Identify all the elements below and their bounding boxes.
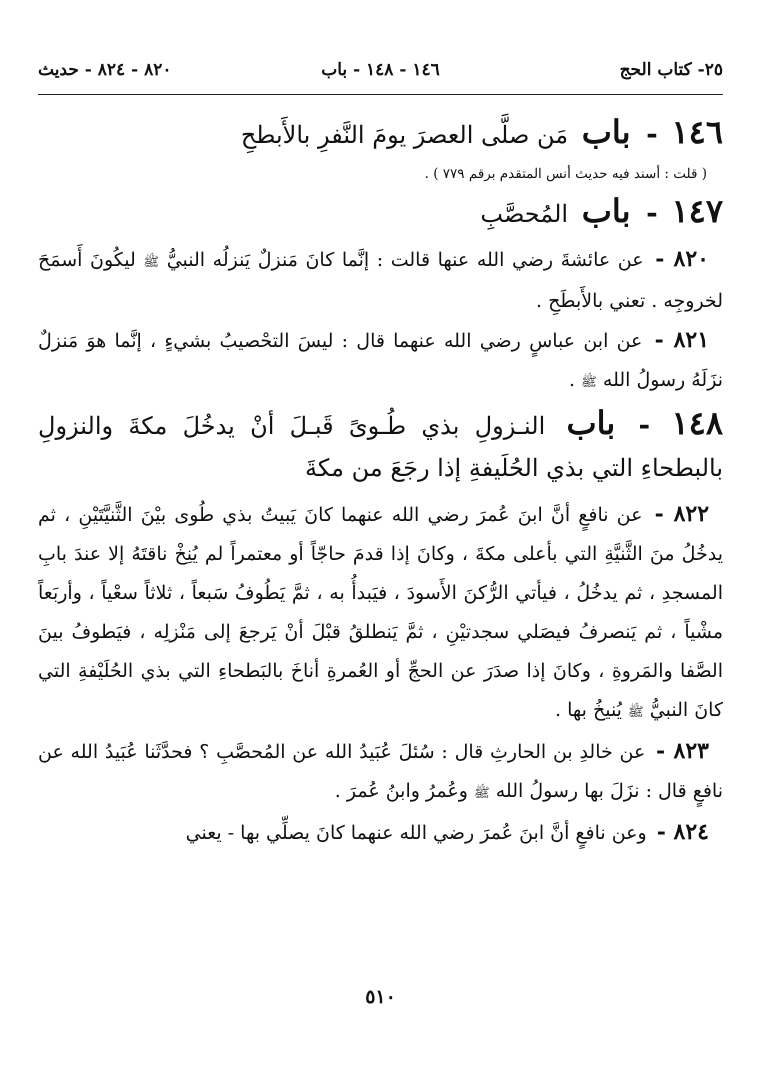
- chapter-number: ١٤٨: [671, 404, 723, 442]
- chapter-dash: -: [638, 408, 651, 441]
- hadith-text-cont: .: [569, 369, 576, 391]
- chapter-dash: -: [646, 117, 658, 150]
- hadith-823: [38, 732, 723, 813]
- hadith-number: ٨٢٢ -: [654, 501, 710, 527]
- hadith-number: ٨٢٤ -: [656, 819, 709, 845]
- header-hadith-range: ٨٢٠ - ٨٢٤ - حديث: [38, 60, 172, 80]
- chapter-title: النـزولِ بذي طُـوىً قَبـلَ أنْ يدخُلَ مكةَ والنزولِ بالبطحاءِ التي بذي الحُلَيفةِ إذا رجَعَ من مكةَ: [38, 412, 723, 482]
- hadith-text: عن ابن عباسٍ رضي الله عنهما قال : ليسَ التحْصيبُ بشيءٍ ، إنَّما هوَ مَنزلٌ نزَلَهُ رسولُ الله: [38, 330, 723, 391]
- chapter-bab: باب: [581, 192, 631, 230]
- chapter-147-heading: [38, 191, 723, 234]
- hadith-text-cont: ليكُونَ أَسمَحَ لخروجِه . تعني بالأَبطَحِ .: [38, 249, 723, 312]
- hadith-number: ٨٢١ -: [654, 327, 710, 353]
- chapter-dash: -: [646, 196, 658, 229]
- hadith-824: [38, 813, 723, 853]
- hadith-number: ٨٢٠ -: [655, 246, 709, 272]
- chapter-146-heading: [38, 112, 723, 155]
- hadith-text: وعن نافعٍ أنَّ ابنَ عُمرَ رضي الله عنهما كانَ يصلِّي بها - يعني: [185, 822, 647, 844]
- header-chapter-range: ١٤٦ - ١٤٨ - باب: [321, 60, 440, 80]
- salawat-glyph: ﷺ: [143, 255, 160, 270]
- hadith-text: عن نافعٍ أنَّ ابنَ عُمرَ رضي الله عنهما كانَ يَبيتُ بذي طُوى بيْنَ الثَّنيَّتَيْنِ ، ثم يدخُلُ منَ الثَّنيَّةِ التي بأعلى مكةَ ، وكانَ إذا قدمَ حاجّاً أو معتمراً لم يُنِخْ ناقتَهُ إلا عندَ بابِ المسجدِ ، ثم يدخُلُ ، فيأتي الرُّكنَ الأَسودَ ، فيَبدأُ به ، ثمَّ يَطُوفُ سَبعاً ، ثلاثاً سعْياً ، وأربَعاً مشْياً ، ثم يَنصرفُ فيصَلي سجدتيْنِ ، ثمَّ يَنطلقُ قبْلَ أنْ يَرجعَ إلى مَنْزلِه ، فيَطوفُ بينَ الصَّفا والمَروةِ ، وكانَ إذا صدَرَ عن الحجِّ أو العُمرةِ أناخَ بالبَطحاءِ التي بذي الحُلَيْفةِ التي كانَ النبيُّ: [38, 504, 723, 721]
- page-number: ٥١٠: [365, 986, 396, 1008]
- salawat-glyph: ﷺ: [473, 786, 490, 801]
- chapter-bab: باب: [566, 404, 616, 442]
- chapter-bab: باب: [581, 113, 631, 151]
- hadith-820: [38, 240, 723, 321]
- page-body: [38, 112, 723, 853]
- running-header: [38, 52, 723, 95]
- hadith-text-cont: يُنيخُ بها .: [555, 699, 622, 721]
- hadith-text: عن خالدِ بن الحارثِ قال : سُئلَ عُبَيدُ الله عن المُحصَّبِ ؟ فحدَّثَنا عُبَيدُ الله عن نافعٍ قال : نزَلَ بها رسولُ الله: [38, 741, 723, 802]
- hadith-text-cont: وعُمرُ وابنُ عُمرَ .: [334, 780, 468, 802]
- salawat-glyph: ﷺ: [581, 375, 597, 390]
- header-book-title: ٢٥- كتاب الحج: [619, 60, 723, 80]
- hadith-821: [38, 321, 723, 402]
- chapter-title: مَن صلَّى العصرَ يومَ النَّفرِ بالأَبطحِ: [240, 121, 569, 149]
- editor-note: ( قلت : أسند فيه حديث أنس المتقدم برقم ٧٧٩ ) .: [424, 166, 707, 182]
- chapter-number: ١٤٧: [671, 192, 723, 230]
- chapter-number: ١٤٦: [671, 113, 723, 151]
- hadith-number: ٨٢٣ -: [656, 738, 709, 764]
- hadith-822: [38, 495, 723, 732]
- chapter-148-heading: [38, 402, 723, 489]
- salawat-glyph: ﷺ: [628, 705, 644, 720]
- chapter-title: المُحصَّبِ: [480, 200, 569, 228]
- hadith-text: عن عائشةَ رضي الله عنها قالت : إنَّما كانَ مَنزلٌ يَنزلُه النبيُّ: [166, 249, 644, 271]
